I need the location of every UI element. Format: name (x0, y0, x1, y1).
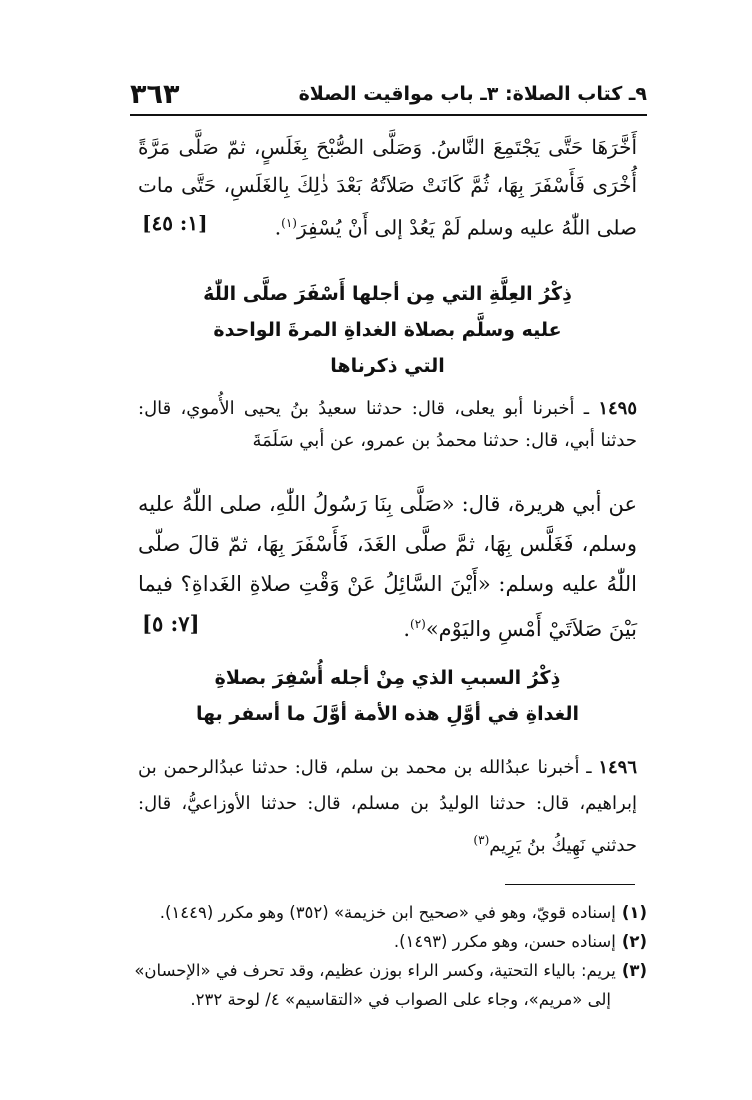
paragraph-end: . (274, 215, 282, 240)
hadith-1495-isnad (138, 393, 637, 457)
footnote-number: (٣) (621, 961, 647, 980)
footnote-3-continuation (130, 985, 647, 1014)
heading-line: عليه وسلَّم بصلاة الغداةِ المرةَ الواحدة (213, 319, 562, 341)
heading-line: التي ذكرناها (330, 355, 445, 377)
footnote-number: (٢) (621, 932, 647, 951)
hadith-number: ١٤٩٦ (598, 757, 637, 778)
footnote-rule (505, 884, 635, 885)
section-heading-1 (138, 276, 637, 384)
footnote-1 (130, 898, 647, 927)
footnote-number: (١) (621, 903, 647, 922)
footnotes (130, 898, 647, 1014)
hadith-1496 (138, 750, 637, 864)
matn-text: عن أبي هريرة، قال: «صَلَّى بِنَا رَسُولُ اللّٰهِ، صلى اللّٰهُ عليه وسلم، فَغَلَّس بِهَا، ثمَّ صلَّى الغَدَ، فَأَسْفَرَ بِهَا، ثمّ قالَ صلّى اللّٰهُ عليه وسلم: «أَيْنَ السَّائِلُ عَنْ وَقْتِ صلاةِ الغَداةِ؟ فيما بَيْنَ صَلاَتَيْ أَمْسِ واليَوْم» (138, 492, 637, 641)
footnote-text: إسناده حسن، وهو مكرر (١٤٩٣). (393, 932, 616, 951)
page-number: ٣٦٣ (130, 78, 180, 110)
running-title: ٩ـ كتاب الصلاة: ٣ـ باب مواقيت الصلاة (298, 83, 647, 105)
footnote-mark-1: (١) (281, 216, 297, 230)
header-rule (130, 114, 647, 116)
page-header (130, 74, 647, 114)
hadith-1495-matn (138, 484, 637, 649)
hadith-number: ١٤٩٥ (598, 398, 637, 419)
footnote-text: يريم: بالياء التحتية، وكسر الراء بوزن عظيم، وقد تحرف في «الإحسان» (134, 961, 616, 980)
heading-line: ذِكْرُ العِلَّةِ التي مِن أجلها أَسْفَرَ صلَّى اللّٰهُ (203, 283, 572, 305)
source-reference: [٧: ٥] (142, 611, 200, 636)
footnote-2 (130, 927, 647, 956)
continuation-paragraph (138, 128, 637, 247)
paragraph-text: أَخَّرَهَا حَتَّى يَجْتَمِعَ النَّاسُ. وَصَلَّى الصُّبْحَ بِغَلَسٍ، ثمّ صَلَّى مَرَّةً أُخْرَى فَأَسْفَرَ بِهَا، ثُمَّ كَانَتْ صَلاَتُهُ بَعْدَ ذٰلِكَ بِالغَلَسِ، حَتَّى مات صلى اللّٰهُ عليه وسلم لَمْ يَعُدْ إلى أَنْ يُسْفِرَ (138, 135, 637, 240)
matn-end: . (403, 617, 410, 641)
section-heading-2 (138, 660, 637, 732)
isnad-text: ـ أخبرنا عبدُالله بن محمد بن سلم، قال: حدثنا عبدُالرحمن بن إبراهيم، قال: حدثنا الوليدُ بن مسلم، قال: حدثنا الأوزاعيُّ، قال: حدثني نَهِيكُ بنُ يَرِيم (138, 757, 637, 856)
footnote-mark-3: (٣) (473, 833, 490, 847)
footnote-mark-2: (٢) (410, 617, 426, 631)
isnad-text: ـ أخبرنا أبو يعلى، قال: حدثنا سعيدُ بنُ يحيى الأُموي، قال: حدثنا أبي، قال: حدثنا محمدُ بن عمرو، عن أبي سَلَمَةَ (138, 398, 637, 451)
footnote-text: إلى «مريم»، وجاء على الصواب في «التقاسيم» ٤/ لوحة ٢٣٢. (190, 990, 611, 1009)
source-reference: [١: ٤٥] (142, 211, 208, 235)
heading-line: الغداةِ في أوَّلِ هذه الأمة أوَّلَ ما أسفر بها (196, 703, 579, 725)
footnote-text: إسناده قويّ، وهو في «صحيح ابن خزيمة» (٣٥٢) وهو مكرر (١٤٤٩). (159, 903, 616, 922)
footnote-3 (130, 956, 647, 985)
heading-line: ذِكْرُ السببِ الذي مِنْ أجله أُسْفِرَ بصلاةِ (214, 667, 561, 689)
